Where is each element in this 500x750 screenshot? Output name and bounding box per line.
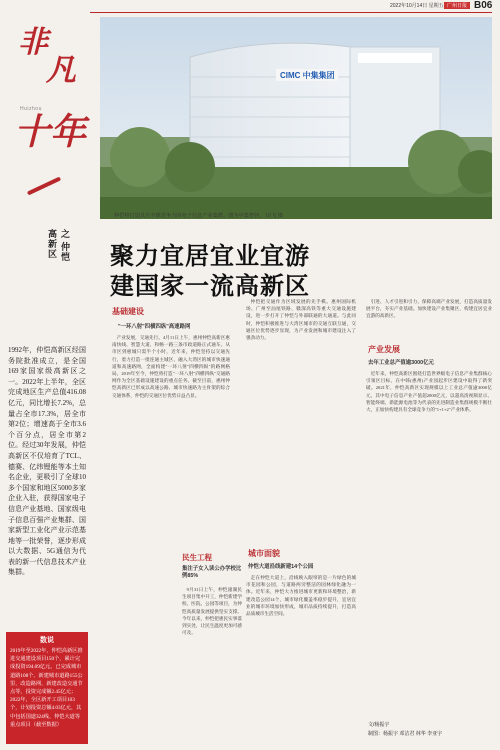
section-sub-livelihood: 集注子女入读公办学校比例85% bbox=[182, 566, 242, 579]
page-header bbox=[0, 0, 500, 14]
building-sign: CIMC 中集集团 bbox=[280, 71, 335, 80]
photo-caption: 仲恺将打造具有全球竞争力的电子信息产业集群。图为中集智谷。 田飞 摄 bbox=[114, 213, 283, 219]
headline-line-2: 建国家一流高新区 bbox=[110, 274, 310, 300]
masthead-subtitle: 之 仲恺高新区 bbox=[47, 229, 70, 263]
section-body-industry: 近年来，仲恺高新区围绕打造世界级电子信息产业集群核心引领区目标，在中韩(惠州)产业园起步区建设中取得了新突破。2021年，仲恺高新区实现规模以上工业总产值逾3000亿元，其中电子信息产业产值超2000亿元，以超高清视频显示、智能终端、新能源电池等为代表的先进制造业集群规模不断壮大，正加快构建具有全球竞争力的"1+1+2"产业体系。 bbox=[366, 371, 492, 413]
section-tag: 广州日报 bbox=[444, 2, 470, 9]
data-box bbox=[6, 632, 88, 744]
header-rule bbox=[90, 12, 492, 13]
intro-text: 1992年，仲恺高新区经国务院批准成立，是全国169家国家级高新区之一。2022年上半年，全区完成地区生产总值416.08亿元，同比增长7.2%，总量占全市17.3%，居全市第2位；增速高于全市3.6个百分点，居全市第2位。经过30年发展，仲恺高新区不仅培育了TCL、德赛、亿纬锂能等本土知名企业，更吸引了全球10多个国家和地区5000多家企业入驻，获得国家电子信息产业基地、国家级电子信息百强产业集群、国家新型工业化产业示范基地等一批荣誉，逐步形成以大数据、5G通信为代表的新一代信息技术产业集群。 bbox=[8, 346, 86, 577]
building-illustration bbox=[100, 17, 492, 219]
author-credit: 文/杨振宇 bbox=[368, 722, 390, 728]
brush-stroke bbox=[27, 177, 61, 196]
section-title-infra: 基础建设 bbox=[112, 307, 144, 316]
section-body-livelihood: 9月31日上午，仲恺潼湖民生项目集中开工，仲恺新建学校、医院、公园等项目，为仲恺高质量发展提供坚实支撑。今年以来，仲恺把惠民实事落到实处，让民生温度更加可感可及。 bbox=[182, 587, 242, 636]
main-photo bbox=[100, 17, 492, 219]
issue-date: 2022年10月14日 星期五 bbox=[390, 3, 444, 9]
data-box-title: 数说 bbox=[40, 637, 54, 644]
masthead-char-3: 十年 bbox=[14, 111, 87, 153]
section-body-city: 走在仲恺大道上，沿线映入眼帘的是一片绿色的城市花园和公园，与道路两旁整洁的园林绿化融为一体。近年来，仲恺大力推进城市更新和环境整治，新建改造公园14个，城市绿化覆盖率稳步提升，宜居宜业的城市环境加快形成，城市品质持续提升，打造高品质城市生活空间。 bbox=[246, 575, 356, 617]
right-intro-text: 引进、人才引进和引力，保障高端产业发展，打造高质量发展平台，夯实产业基础。加快建设产业集聚区，构建宜居宜业宜游的高新区。 bbox=[366, 299, 492, 319]
section-title-city: 城市面貌 bbox=[248, 549, 280, 558]
masthead-char-1: 非 bbox=[18, 25, 48, 60]
section-title-industry: 产业发展 bbox=[368, 345, 400, 354]
masthead-english: Huizhou bbox=[20, 106, 42, 112]
section-title-livelihood: 民生工程 bbox=[182, 553, 212, 562]
headline bbox=[110, 242, 390, 302]
masthead-char-2: 凡 bbox=[46, 53, 76, 88]
headline-line-1: 聚力宜居宜业宜游 bbox=[110, 244, 310, 270]
section-sub-infra: "一环八射"四横四纵"高速路网 bbox=[118, 324, 191, 330]
feature-masthead bbox=[6, 14, 90, 264]
data-box-body: 2019年至2022年，仲恺高新区推进交通建设项目150个，累计完成投资194.09亿元。已完成城市道路108个、新建城市道路155公里、改造路网、新建改造交通节点等，投资完成额2.45亿元；2022年，全区新开工项目103个，计划投资总额4.03亿元，其中包括国道324线、仲恺大道等重点项目（截至数据） bbox=[10, 648, 83, 728]
staff-credits: 制图：杨振宇 邓洁君 林华 李亚宇 bbox=[368, 731, 443, 737]
section-body-infra: 产业发展，交通先行。4月11日上午，惠州仲恺高新区惠南快线、智慧大道、和畅一路三条市政道路正式通车。从市区到惠城只需半个小时，近年来，仲恺坚持以交通先行，着力打造一批连通主城区、融入大湾区的城市快速通道和高速路网，全面构建"一环八射"四横四纵"的路网格局。2019年至今，仲恺将打造"一环八射"四横四纵"交通路网作为全区基础设施建设的重点任务。截至目前，惠州仲恺高新区已形成以高速公路、城市快速路为主骨架的综合交通体系，仲恺的交通区位优势日益凸显。 bbox=[112, 335, 230, 398]
transport-text: 仲恺把交通作为区域发展的先手棋。惠州国际机场、广州至汕尾铁路、赣深高铁等重大交通设施建设，进一步打开了仲恺与外部联通的大通道。与此同时，仲恺积极推进与大湾区城市的交通互联互通，交通区位优势逐步显现，为产业发展和城市建设注入了强劲动力。 bbox=[246, 299, 356, 341]
page-number: B06 bbox=[474, 0, 493, 11]
section-sub-city: 仲恺大道沿线新建14个公园 bbox=[248, 564, 314, 570]
section-sub-industry: 去年工业总产值逾3000亿元 bbox=[368, 360, 434, 366]
